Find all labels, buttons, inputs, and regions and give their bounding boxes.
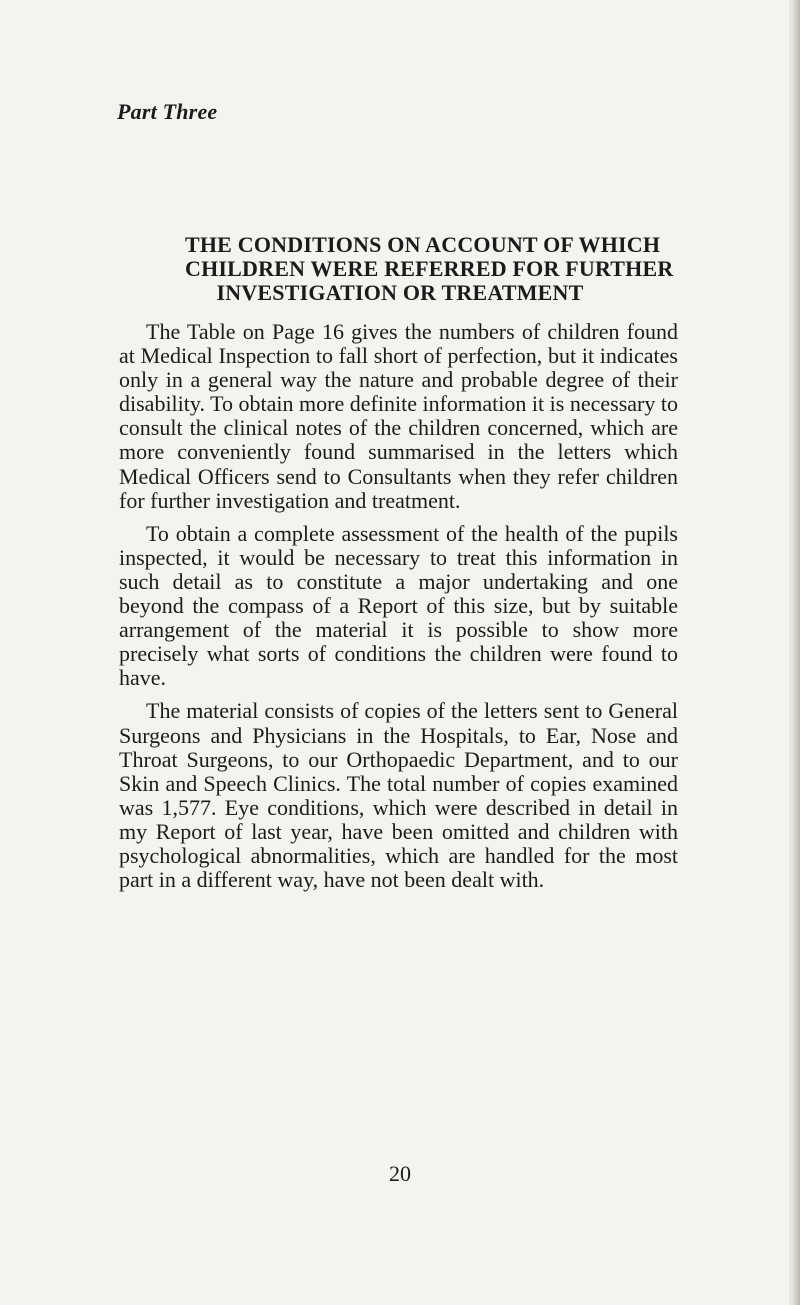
title-line: INVESTIGATION OR TREATMENT — [216, 280, 584, 305]
title-line: CHILDREN WERE REFERRED FOR FURTHER — [185, 256, 674, 281]
paragraph: The Table on Page 16 gives the numbers of children found at Medical Inspection to fall short of perfection, but it indicates only in a general way the nature and probable degree of their disability. To obtain more definite information it is necessary to consult the clinical notes of the children concerned, which are more conveniently found summarised in the letters which Medical Officers send to Consultants when they refer children for further investigation and treatment. — [119, 319, 678, 513]
page-edge — [792, 0, 800, 1305]
body-text — [119, 320, 678, 901]
paragraph: The material consists of copies of the letters sent to General Surgeons and Physicians in the Hospitals, to Ear, Nose and Throat Surgeons, to our Orthopaedic Department, and to our Skin and Speech Clinics. The total number of copies examined was 1,577. Eye conditions, which were described in detail in my Report of last year, have been omitted and children with psychological abnormalities, which are handled for the most part in a different way, have not been dealt with. — [119, 698, 678, 893]
page-title — [185, 232, 674, 305]
page-number: 20 — [389, 1161, 411, 1186]
paragraph: To obtain a complete assessment of the health of the pupils inspected, it would be necessary to treat this information in such detail as to constitute a major undertaking and one beyond the compass of a Report of this size, but by suitable arrangement of the material it is possible to show more precisely what sorts of conditions the children were found to have. — [119, 520, 678, 691]
part-heading: Part Three — [117, 99, 218, 124]
title-line: THE CONDITIONS ON ACCOUNT OF WHICH — [185, 232, 661, 257]
